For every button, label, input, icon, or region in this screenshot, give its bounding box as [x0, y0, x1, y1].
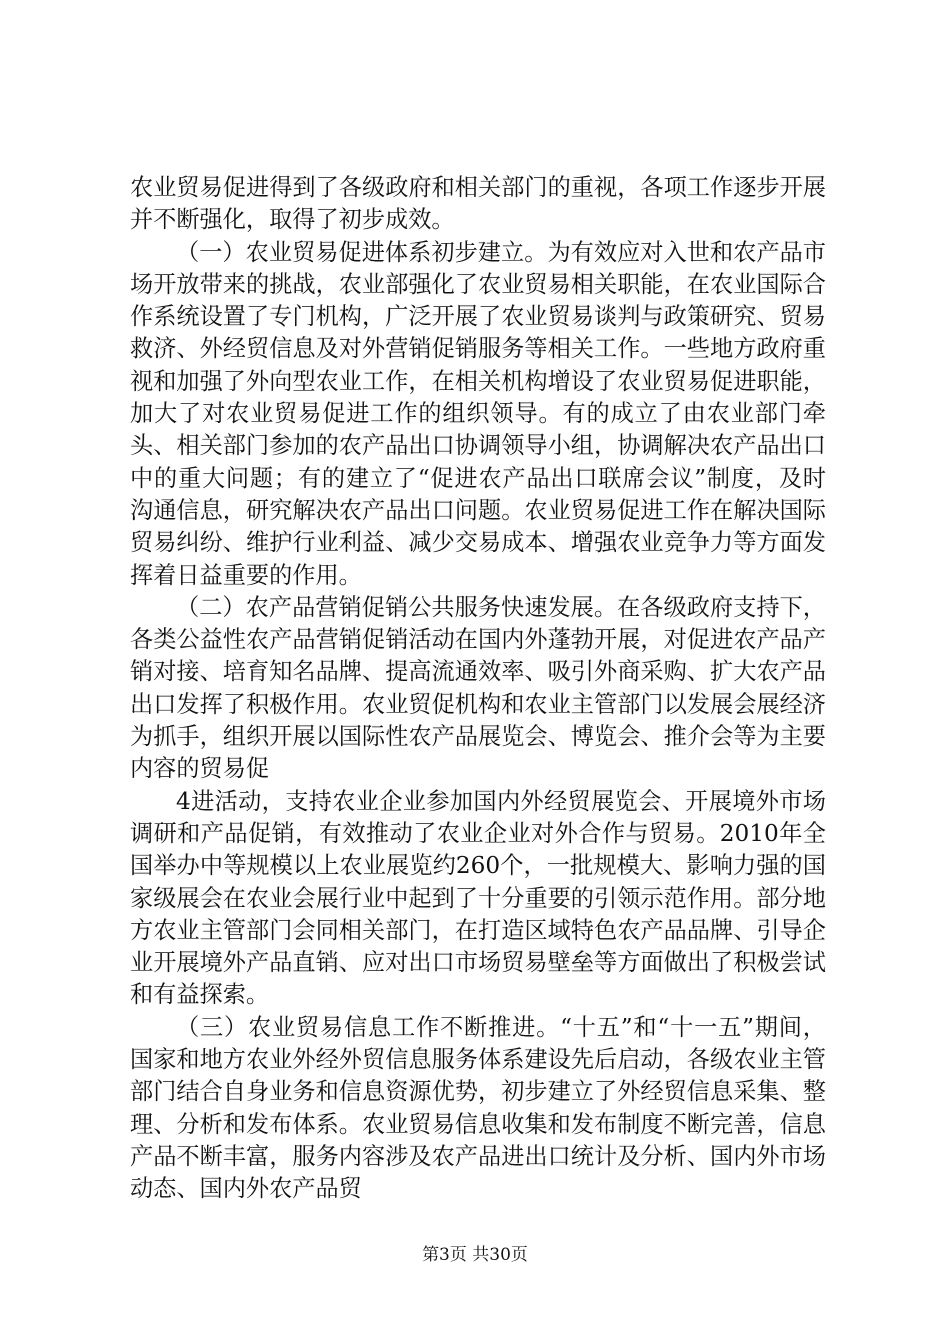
- paragraph-intro: 农业贸易促进得到了各级政府和相关部门的重视，各项工作逐步开展并不断强化，取得了初步成效。: [130, 174, 826, 234]
- paragraph-section-2: （二）农产品营销促销公共服务快速发展。在各级政府支持下，各类公益性农产品营销促销活动在国内外蓬勃开展，对促进农产品产销对接、培育知名品牌、提高流通效率、吸引外商采购、扩大农产品出口发挥了积极作用。农业贸促机构和农业主管部门以发展会展经济为抓手，组织开展以国际性农产品展览会、博览会、推介会等为主要内容的贸易促: [130, 593, 826, 783]
- page-footer: 第3页 共30页: [422, 1245, 528, 1265]
- paragraph-section-2-continued: 4进活动，支持农业企业参加国内外经贸展览会、开展境外市场调研和产品促销，有效推动了农业企业对外合作与贸易。2010年全国举办中等规模以上农业展览约260个，一批规模大、影响力强的国家级展会在农业会展行业中起到了十分重要的引领示范作用。部分地方农业主管部门会同相关部门，在打造区域特色农产品品牌、引导企业开展境外产品直销、应对出口市场贸易壁垒等方面做出了积极尝试和有益探索。: [130, 787, 826, 1009]
- paragraph-section-3: （三）农业贸易信息工作不断推进。“十五”和“十一五”期间，国家和地方农业外经外贸信息服务体系建设先后启动，各级农业主管部门结合自身业务和信息资源优势，初步建立了外经贸信息采集、整理、分析和发布体系。农业贸易信息收集和发布制度不断完善，信息产品不断丰富，服务内容涉及农产品进出口统计及分析、国内外市场动态、国内外农产品贸: [130, 1013, 826, 1203]
- paragraph-section-1: （一）农业贸易促进体系初步建立。为有效应对入世和农产品市场开放带来的挑战，农业部强化了农业贸易相关职能，在农业国际合作系统设置了专门机构，广泛开展了农业贸易谈判与政策研究、贸易救济、外经贸信息及对外营销促销服务等相关工作。一些地方政府重视和加强了外向型农业工作，在相关机构增设了农业贸易促进职能，加大了对农业贸易促进工作的组织领导。有的成立了由农业部门牵头、相关部门参加的农产品出口协调领导小组，协调解决农产品出口中的重大问题；有的建立了“促进农产品出口联席会议”制度，及时沟通信息，研究解决农产品出口问题。农业贸易促进工作在解决国际贸易纠纷、维护行业利益、减少交易成本、增强农业竞争力等方面发挥着日益重要的作用。: [130, 238, 826, 589]
- document-body: [130, 172, 826, 1206]
